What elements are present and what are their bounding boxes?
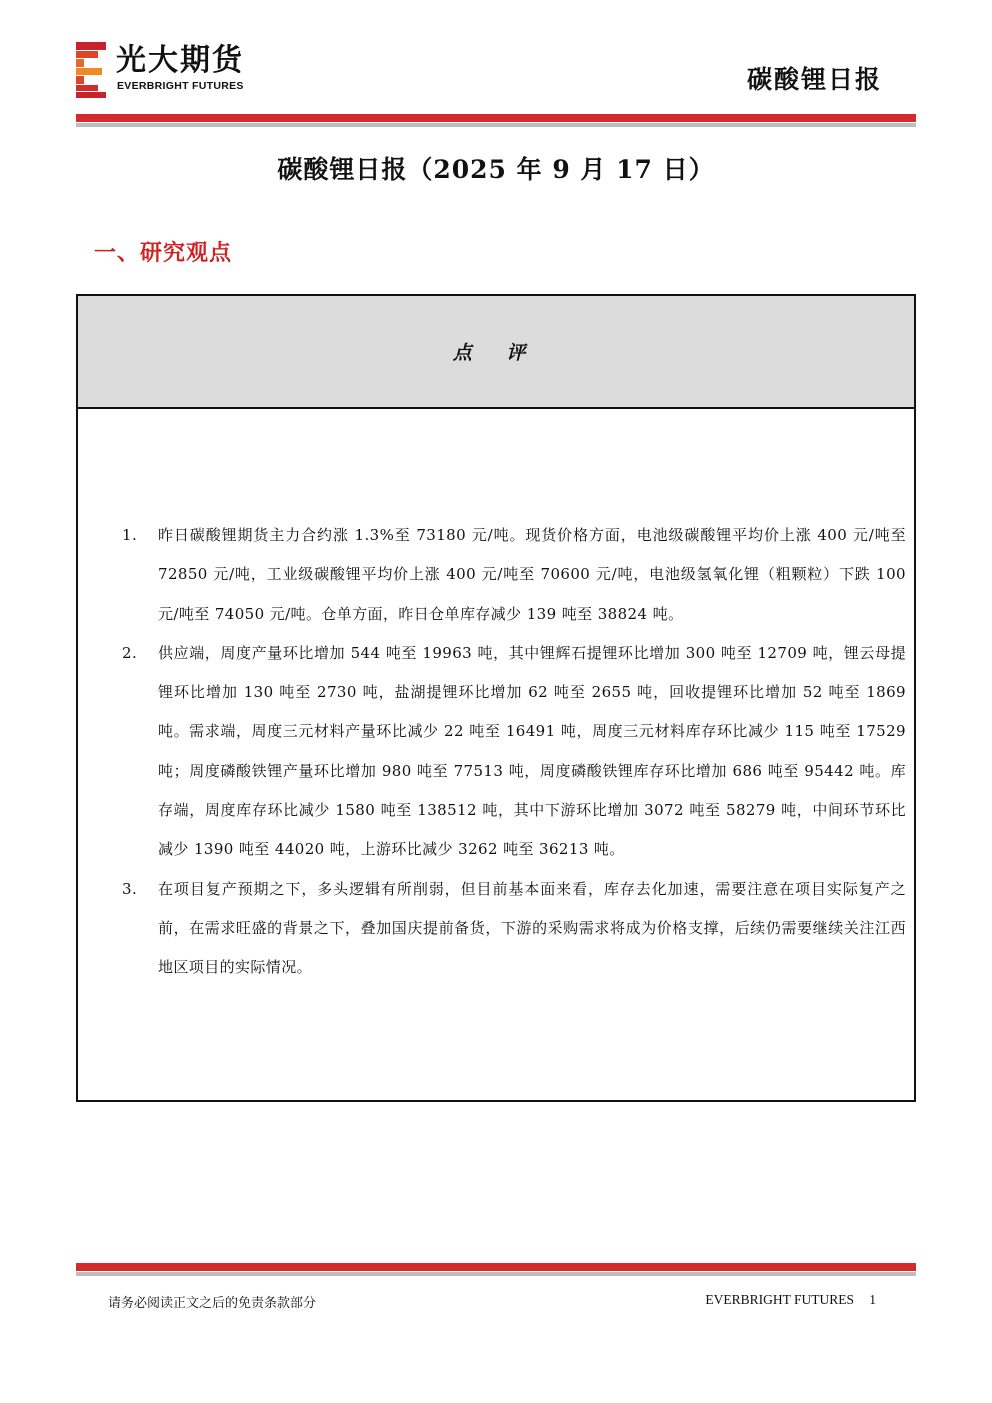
point-number: 3. [122, 879, 138, 898]
comment-point [78, 634, 914, 870]
section-heading: 一、研究观点 [94, 241, 233, 266]
footer-divider-red [76, 1263, 916, 1271]
comment-point [78, 516, 914, 634]
footer-brand: EVERBRIGHT FUTURES [705, 1292, 854, 1307]
page-number: 1 [869, 1292, 876, 1307]
comment-table-header: 点 评 [78, 296, 914, 409]
header-divider-red [76, 114, 916, 122]
comment-point [78, 870, 914, 988]
point-text: 昨日碳酸锂期货主力合约涨 1.3%至 73180 元/吨。现货价格方面，电池级碳酸锂平均价上涨 400 元/吨至 72850 元/吨，工业级碳酸锂平均价上涨 400 元/吨至 70600 元/吨，电池级氢氧化锂（粗颗粒）下跌 100 元/吨至 74050 元/吨。仓单方面，昨日仓单库存减少 139 吨至 38824 吨。 [158, 526, 906, 623]
point-text: 供应端，周度产量环比增加 544 吨至 19963 吨，其中锂辉石提锂环比增加 300 吨至 12709 吨，锂云母提锂环比增加 130 吨至 2730 吨，盐湖提锂环比增加 62 吨至 2655 吨，回收提锂环比增加 52 吨至 1869 吨。需求端，周度三元材料产量环比减少 22 吨至 16491 吨，周度三元材料库存环比减少 115 吨至 17529 吨；周度磷酸铁锂产量环比增加 980 吨至 77513 吨，周度磷酸铁锂库存环比增加 686 吨至 95442 吨。库存端，周度库存环比减少 1580 吨至 138512 吨，其中下游环比增加 3072 吨至 58279 吨，中间环节环比减少 1390 吨至 44020 吨，上游环比减少 3262 吨至 36213 吨。 [158, 643, 906, 859]
header-report-title: 碳酸锂日报 [746, 65, 882, 94]
point-number: 2. [122, 643, 138, 662]
logo-chinese-name: 光大期货 [116, 43, 244, 78]
comment-points-list [78, 516, 914, 988]
company-logo [76, 42, 286, 98]
point-number: 1. [122, 526, 138, 544]
header-divider-gray [76, 123, 916, 127]
footer-disclaimer-note: 请务必阅读正文之后的免责条款部分 [108, 1296, 317, 1311]
logo-english-name: EVERBRIGHT FUTURES [117, 80, 244, 92]
document-title: 碳酸锂日报（2025 年 9 月 17 日） [277, 155, 715, 184]
everbright-logo-icon [76, 42, 106, 98]
comment-table [76, 294, 916, 1102]
point-text: 在项目复产预期之下，多头逻辑有所削弱，但目前基本面来看，库存去化加速，需要注意在项目实际复产之前，在需求旺盛的背景之下，叠加国庆提前备货，下游的采购需求将成为价格支撑，后续仍需要继续关注江西地区项目的实际情况。 [158, 879, 906, 977]
footer-divider-gray [76, 1272, 916, 1276]
